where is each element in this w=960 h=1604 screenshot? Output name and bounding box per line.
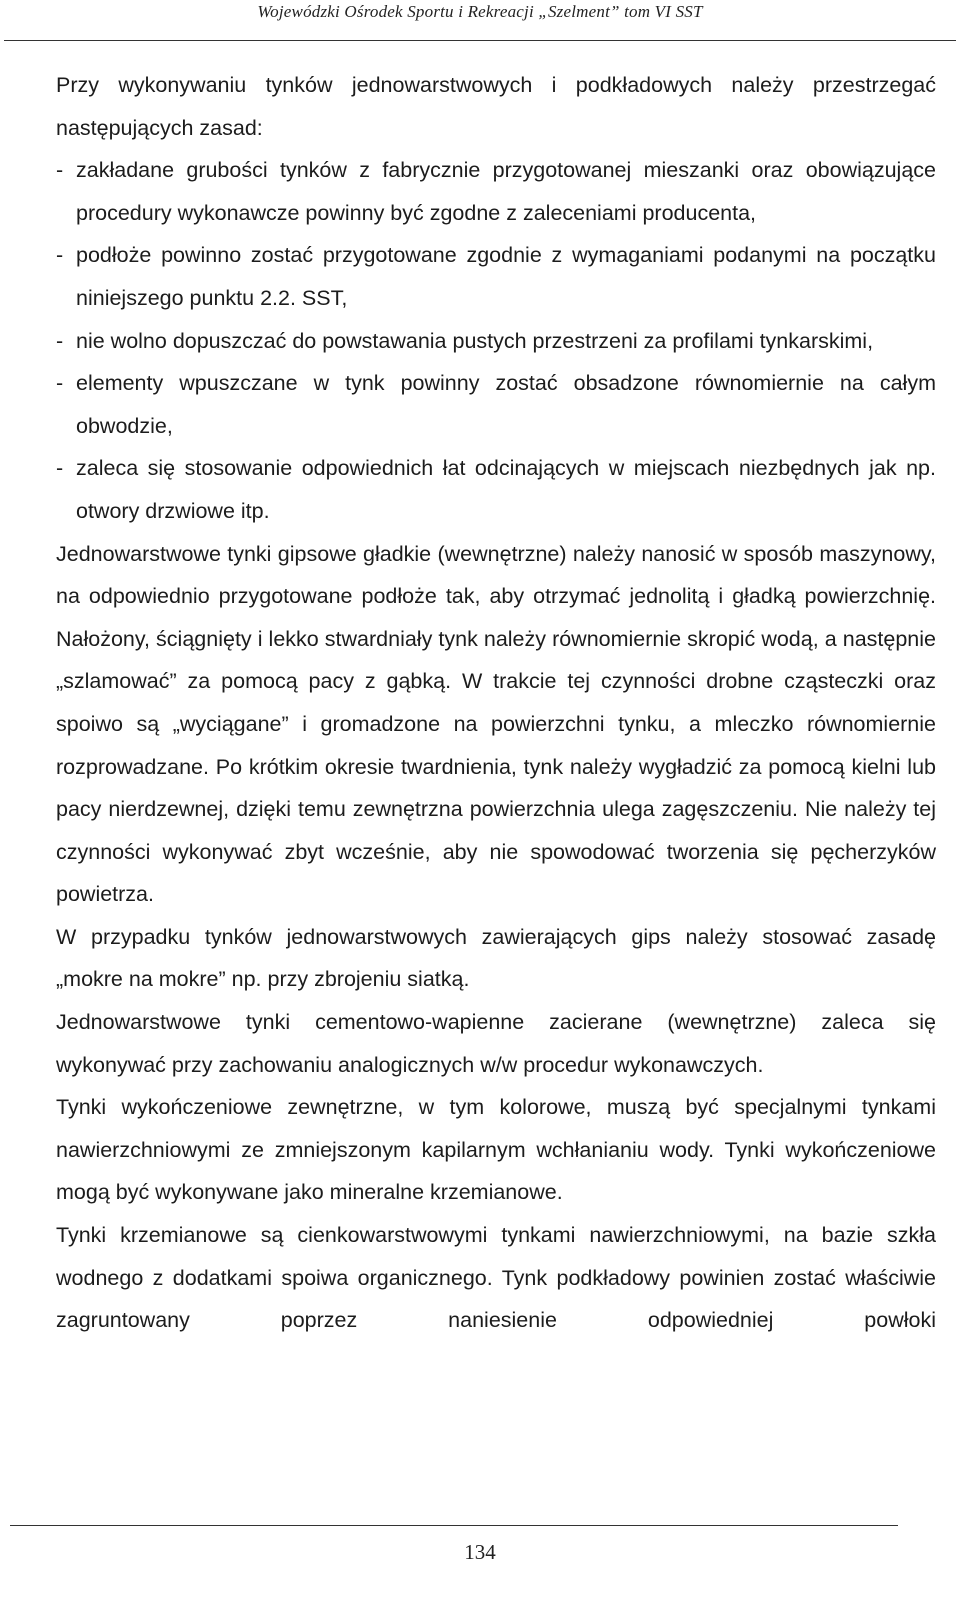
- list-item: [56, 447, 936, 532]
- list-dash: -: [56, 243, 64, 268]
- body-paragraph: Jednowarstwowe tynki gipsowe gładkie (wewnętrzne) należy nanosić w sposób maszynowy, na odpowiednio przygotowane podłoże tak, aby otrzymać jednolitą i gładką powierzchnię. Nałożony, ściągnięty i lekko stwardniały tynk należy równomiernie skropić wodą, a następnie „szlamować” za pomocą pacy z gąbką. W trakcie tej czynności drobne cząsteczki oraz spoiwo są „wyciągane” i gromadzone na powierzchni tynku, a mleczko równomiernie rozprowadzane. Po krótkim okresie twardnienia, tynk należy wygładzić za pomocą kielni lub pacy nierdzewnej, dzięki temu zewnętrzna powierzchnia ulega zagęszczeniu. Nie należy tej czynności wykonywać zbyt wcześnie, aby nie spowodować tworzenia się pęcherzyków powietrza.: [56, 541, 936, 907]
- list-item: [56, 234, 936, 319]
- body-paragraph: Tynki wykończeniowe zewnętrzne, w tym kolorowe, muszą być specjalnymi tynkami nawierzchniowymi ze zmniejszonym kapilarnym wchłanianiu wody. Tynki wykończeniowe mogą być wykonywane jako mineralne krzemianowe.: [56, 1095, 936, 1205]
- body-paragraph: W przypadku tynków jednowarstwowych zawierających gips należy stosować zasadę „mokre na mokre” np. przy zbrojeniu siatką.: [56, 924, 936, 992]
- list-dash: -: [56, 456, 64, 481]
- list-item-text: zakładane grubości tynków z fabrycznie przygotowanej mieszanki oraz obowiązujące procedury wykonawcze powinny być zgodne z zaleceniami producenta,: [76, 158, 936, 225]
- list-item-text: zaleca się stosowanie odpowiednich łat odcinających w miejscach niezbędnych jak np. otwory drzwiowe itp.: [76, 456, 936, 523]
- list-item: [56, 149, 936, 234]
- list-item-text: nie wolno dopuszczać do powstawania pustych przestrzeni za profilami tynkarskimi,: [76, 328, 874, 353]
- list-item: [56, 320, 936, 363]
- list-dash: -: [56, 371, 64, 396]
- page-number: 134: [464, 1540, 496, 1564]
- footer-divider: [10, 1525, 898, 1526]
- header-divider: [4, 40, 956, 41]
- list-item-text: podłoże powinno zostać przygotowane zgodnie z wymaganiami podanymi na początku niniejszego punktu 2.2. SST,: [76, 243, 936, 310]
- list-item-text: elementy wpuszczane w tynk powinny zostać obsadzone równomiernie na całym obwodzie,: [76, 371, 936, 438]
- list-item: [56, 362, 936, 447]
- running-header: Wojewódzki Ośrodek Sportu i Rekreacji „Szelment” tom VI SST: [257, 2, 703, 21]
- body-paragraph: Jednowarstwowe tynki cementowo-wapienne zacierane (wewnętrzne) zaleca się wykonywać przy zachowaniu analogicznych w/w procedur wykonawczych.: [56, 1010, 936, 1077]
- list-dash: -: [56, 328, 64, 353]
- intro-paragraph: Przy wykonywaniu tynków jednowarstwowych i podkładowych należy przestrzegać następujących zasad:: [56, 73, 936, 140]
- list-dash: -: [56, 158, 64, 183]
- body-paragraph: Tynki krzemianowe są cienkowarstwowymi tynkami nawierzchniowymi, na bazie szkła wodnego z dodatkami spoiwa organicznego. Tynk podkładowy powinien zostać właściwie zagruntowany poprzez naniesienie odpowiedniej powłoki: [56, 1223, 936, 1333]
- document-body: [56, 64, 936, 1342]
